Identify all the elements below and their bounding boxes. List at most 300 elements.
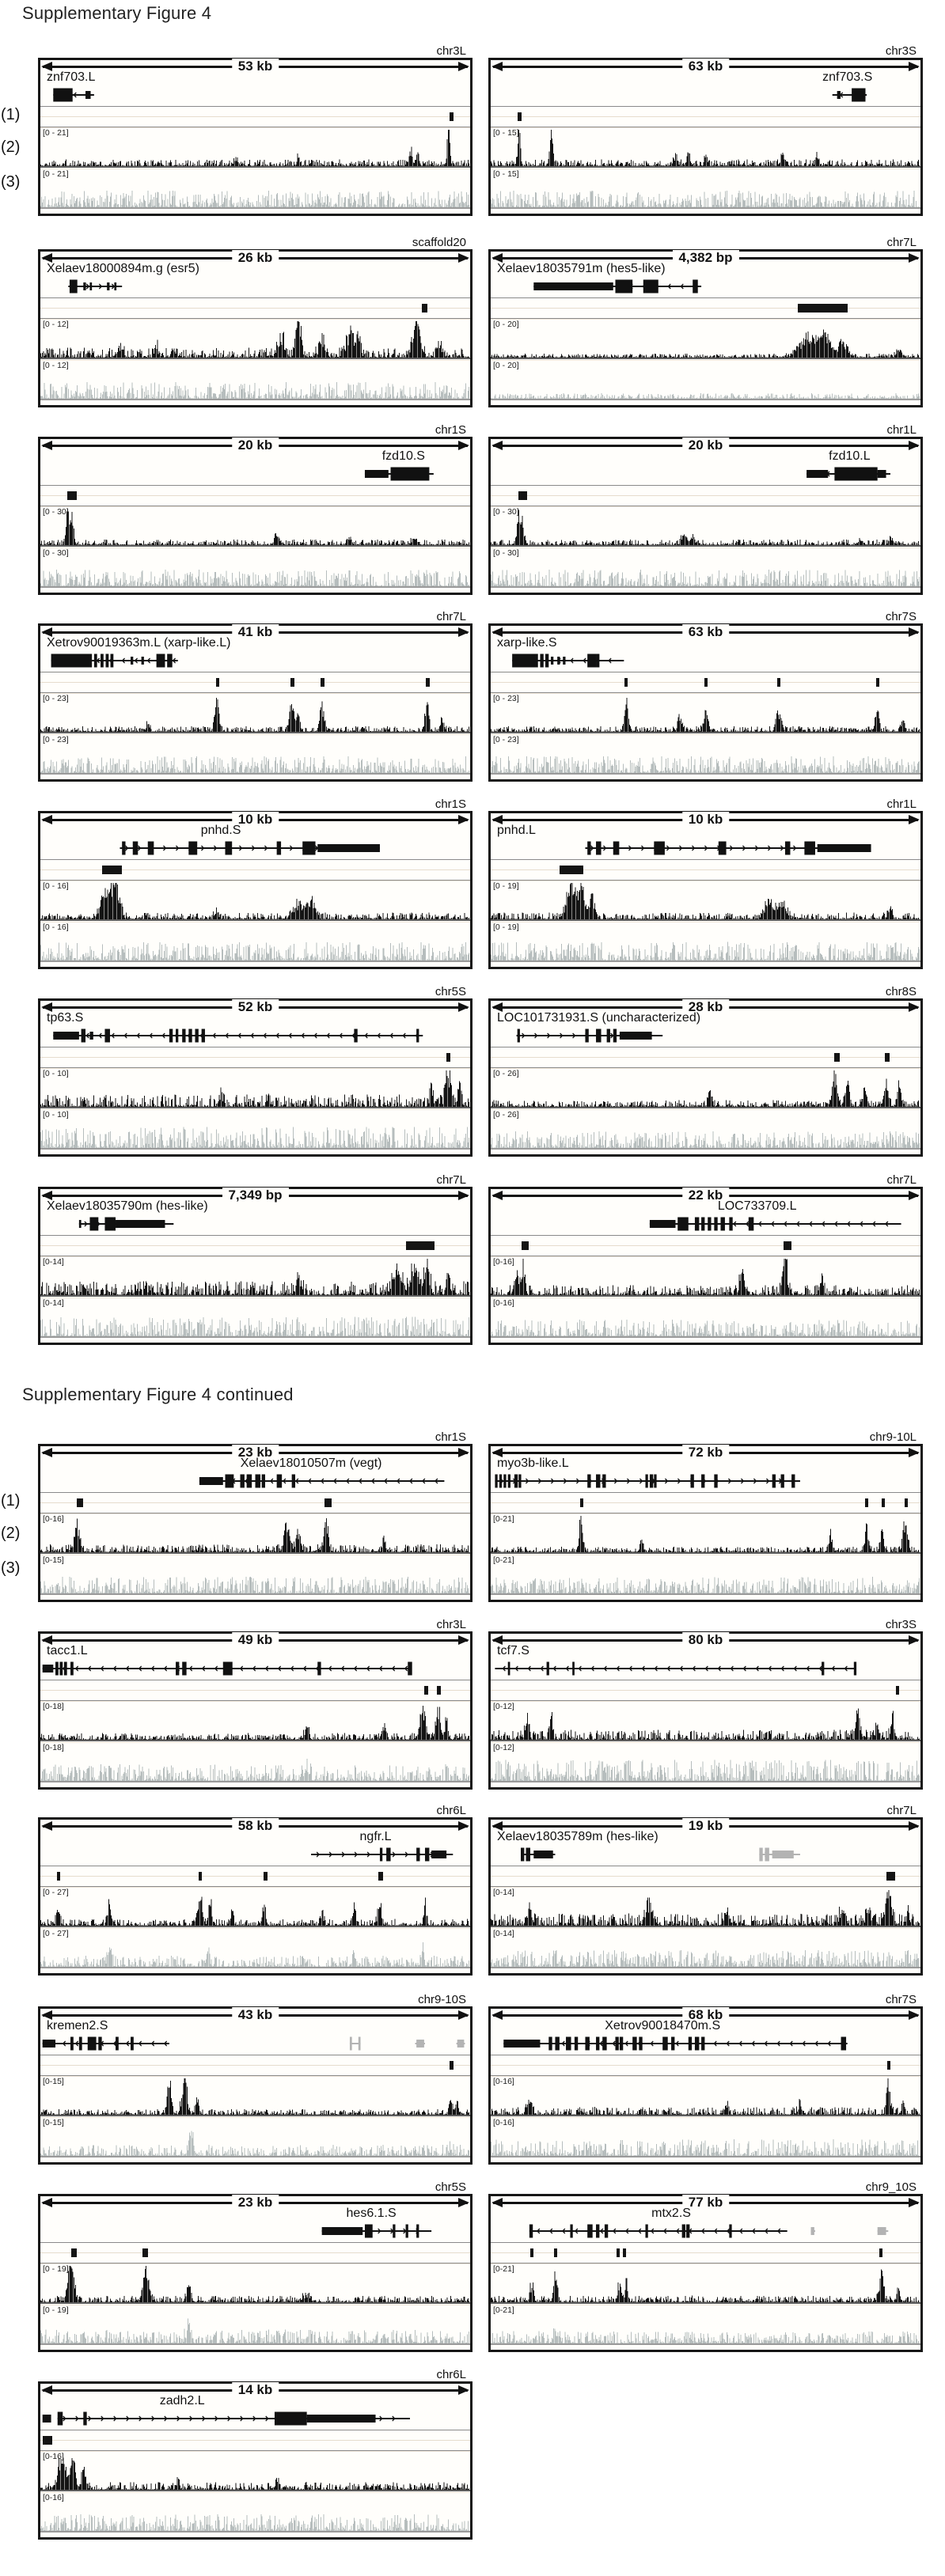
signal-histogram-dark xyxy=(40,695,470,732)
track-baseline xyxy=(40,1295,470,1297)
arrow-left-icon xyxy=(41,815,52,824)
signal-histogram-dark xyxy=(491,320,920,358)
genome-browser-panel xyxy=(488,44,923,216)
gene-name-label: pnhd.S xyxy=(200,824,241,837)
region-center-line xyxy=(491,308,920,309)
track-key-label-1: (1) xyxy=(1,1492,21,1510)
track-range-label: [0-16] xyxy=(43,2493,64,2502)
track-baseline xyxy=(40,2302,470,2304)
track-baseline xyxy=(40,1336,470,1338)
track-top-line xyxy=(491,693,920,694)
track-baseline xyxy=(491,1148,920,1150)
chip-signal-track xyxy=(40,2451,470,2491)
gene-name-label: tacc1.L xyxy=(47,1644,88,1657)
input-signal-track xyxy=(491,1555,920,1595)
track-baseline xyxy=(491,1967,920,1968)
input-signal-track xyxy=(40,734,470,775)
track-baseline xyxy=(40,2490,470,2491)
peak-region-track xyxy=(40,672,470,692)
input-signal-track xyxy=(491,1297,920,1338)
signal-histogram-light xyxy=(40,1556,470,1593)
genome-browser-panel xyxy=(38,2180,472,2352)
genome-browser-panel xyxy=(488,1993,923,2165)
scale-size-label: 4,382 bp xyxy=(672,250,738,266)
input-signal-track xyxy=(491,1928,920,1968)
peak-mark xyxy=(784,1241,791,1250)
track-range-label: [0 - 21] xyxy=(43,169,69,179)
track-top-line xyxy=(40,1928,470,1929)
track-top-line xyxy=(40,1068,470,1069)
gene-name-label: Xetrov90019363m.L (xarp-like.L) xyxy=(47,636,231,650)
peak-mark xyxy=(437,1686,441,1695)
chip-signal-track xyxy=(491,506,920,547)
track-range-label: [0 - 19] xyxy=(493,881,519,891)
chip-signal-track xyxy=(40,1701,470,1741)
peak-mark xyxy=(882,1498,885,1507)
track-range-label: [0 - 26] xyxy=(493,1110,519,1119)
signal-histogram-dark xyxy=(40,1258,470,1295)
track-baseline xyxy=(40,1107,470,1108)
arrow-right-icon xyxy=(909,1191,920,1200)
track-range-label: [0-18] xyxy=(43,1702,64,1711)
track-range-label: [0-16] xyxy=(493,2077,514,2086)
signal-histogram-dark xyxy=(491,1703,920,1740)
gene-name-label: Xetrov90018470m.S xyxy=(605,2019,721,2032)
region-center-line xyxy=(40,682,470,683)
signal-histogram-dark xyxy=(40,508,470,545)
track-top-line xyxy=(40,506,470,507)
track-baseline xyxy=(491,1926,920,1927)
track-baseline xyxy=(491,586,920,588)
signal-histogram-light xyxy=(40,362,470,399)
track-range-label: [0-14] xyxy=(493,1888,514,1897)
track-range-label: [0 - 23] xyxy=(43,694,69,703)
peak-region-track xyxy=(40,2055,470,2075)
signal-histogram-light xyxy=(491,2119,920,2156)
track-baseline xyxy=(491,732,920,733)
scale-size-label: 26 kb xyxy=(232,250,279,266)
genome-browser-panel xyxy=(38,1173,472,1345)
region-center-line xyxy=(40,1057,470,1058)
chromosome-label: chr7L xyxy=(886,1804,917,1817)
gene-model xyxy=(491,1658,920,1679)
genome-browser-panel xyxy=(38,1993,472,2165)
arrow-right-icon xyxy=(458,1191,469,1200)
region-center-line xyxy=(40,308,470,309)
gene-model xyxy=(40,1025,470,1046)
track-top-line xyxy=(40,319,470,320)
signal-histogram-dark xyxy=(40,882,470,919)
track-range-label: [0 - 19] xyxy=(493,922,519,932)
chip-signal-track xyxy=(491,1068,920,1108)
peak-region-track xyxy=(40,298,470,318)
track-baseline xyxy=(491,1336,920,1338)
peak-region-track xyxy=(491,1493,920,1513)
chip-signal-track xyxy=(40,1887,470,1927)
track-top-line xyxy=(491,1109,920,1110)
chromosome-label: chr1S xyxy=(435,1430,466,1444)
track-baseline xyxy=(491,1295,920,1297)
track-baseline xyxy=(40,1967,470,1968)
region-center-line xyxy=(491,1502,920,1503)
scale-size-label: 20 kb xyxy=(232,438,279,453)
chip-signal-track xyxy=(491,1701,920,1741)
gene-name-label: LOC101731931.S (uncharacterized) xyxy=(497,1011,701,1025)
peak-region-track xyxy=(40,860,470,880)
track-range-label: [0 - 27] xyxy=(43,1929,69,1938)
region-center-line xyxy=(491,495,920,496)
peak-mark xyxy=(199,1872,202,1881)
gene-model xyxy=(491,85,920,105)
track-range-label: [0 - 20] xyxy=(493,361,519,370)
arrow-right-icon xyxy=(458,2385,469,2395)
track-top-line xyxy=(491,1256,920,1257)
track-range-label: [0-16] xyxy=(43,2452,64,2461)
input-signal-track xyxy=(491,1109,920,1150)
track-baseline xyxy=(491,1740,920,1741)
peak-mark xyxy=(704,678,708,687)
scale-size-label: 19 kb xyxy=(682,1818,729,1834)
track-top-line xyxy=(40,2076,470,2077)
arrow-right-icon xyxy=(909,627,920,637)
input-signal-track xyxy=(491,169,920,209)
gene-model xyxy=(40,1658,470,1679)
peak-mark xyxy=(617,2248,620,2257)
track-range-label: [0 - 30] xyxy=(43,548,69,558)
gene-model xyxy=(40,2033,470,2054)
track-range-label: [0 - 30] xyxy=(43,507,69,517)
gene-name-label: ngfr.L xyxy=(359,1830,392,1843)
arrow-right-icon xyxy=(458,1002,469,1012)
track-key-label-2: (2) xyxy=(1,1525,21,1542)
track-range-label: [0-21] xyxy=(493,2264,514,2274)
signal-histogram-light xyxy=(40,2494,470,2531)
track-top-line xyxy=(491,1701,920,1702)
peak-mark xyxy=(216,678,220,687)
signal-histogram-light xyxy=(40,1299,470,1336)
signal-histogram-dark xyxy=(40,1888,470,1926)
arrow-right-icon xyxy=(458,815,469,824)
track-key-label-3: (3) xyxy=(1,173,21,191)
gene-name-label: kremen2.S xyxy=(47,2019,108,2032)
signal-histogram-light xyxy=(40,1930,470,1967)
peak-mark xyxy=(580,1498,583,1507)
input-signal-track xyxy=(40,1742,470,1782)
peak-mark xyxy=(518,112,522,121)
chip-signal-track xyxy=(491,1513,920,1554)
track-range-label: [0-21] xyxy=(493,1555,514,1565)
gene-model xyxy=(40,464,470,484)
gene-model xyxy=(491,2221,920,2241)
peak-mark xyxy=(424,1686,428,1695)
signal-histogram-light xyxy=(491,2306,920,2343)
peak-mark xyxy=(518,491,527,500)
signal-histogram-light xyxy=(491,549,920,586)
track-baseline xyxy=(40,919,470,921)
region-center-line xyxy=(491,1057,920,1058)
chip-signal-track xyxy=(40,506,470,547)
track-range-label: [0-15] xyxy=(43,2077,64,2086)
track-baseline xyxy=(40,1740,470,1741)
track-baseline xyxy=(491,1107,920,1108)
track-range-label: [0 - 19] xyxy=(43,2264,69,2274)
chromosome-label: chr7L xyxy=(886,1173,917,1187)
chip-signal-track xyxy=(491,881,920,921)
chromosome-label: chr3L xyxy=(436,44,466,58)
track-top-line xyxy=(40,2117,470,2118)
arrow-right-icon xyxy=(909,2198,920,2207)
peak-mark xyxy=(426,678,430,687)
track-top-line xyxy=(491,1297,920,1298)
signal-histogram-dark xyxy=(491,1888,920,1926)
track-top-line xyxy=(491,127,920,128)
genome-browser-panel xyxy=(488,610,923,782)
track-baseline xyxy=(40,2156,470,2157)
input-signal-track xyxy=(40,169,470,209)
track-baseline xyxy=(40,1593,470,1595)
track-range-label: [0 - 12] xyxy=(43,361,69,370)
gene-model xyxy=(491,838,920,858)
signal-histogram-light xyxy=(491,362,920,399)
gene-name-label: znf703.S xyxy=(822,70,873,84)
arrow-left-icon xyxy=(41,441,52,450)
chromosome-label: chr7L xyxy=(436,610,466,623)
input-signal-track xyxy=(40,2305,470,2345)
signal-histogram-dark xyxy=(40,129,470,166)
track-baseline xyxy=(40,960,470,962)
region-center-line xyxy=(491,869,920,870)
peak-region-track xyxy=(491,1680,920,1700)
track-baseline xyxy=(491,960,920,962)
genome-browser-panel xyxy=(38,1430,472,1602)
track-baseline xyxy=(491,545,920,547)
track-range-label: [0 - 12] xyxy=(43,320,69,329)
track-range-label: [0-15] xyxy=(43,2118,64,2127)
peak-mark xyxy=(896,1686,899,1695)
gene-model xyxy=(491,464,920,484)
scale-bar xyxy=(41,812,469,827)
arrow-right-icon xyxy=(909,1635,920,1645)
peak-mark xyxy=(530,2248,533,2257)
track-range-label: [0-16] xyxy=(493,2118,514,2127)
track-range-label: [0 - 23] xyxy=(493,694,519,703)
track-top-line xyxy=(491,2263,920,2264)
figure-title: Supplementary Figure 4 xyxy=(22,3,212,23)
chromosome-label: scaffold20 xyxy=(412,236,466,249)
peak-mark xyxy=(624,678,628,687)
track-range-label: [0-21] xyxy=(493,1514,514,1524)
track-top-line xyxy=(40,2492,470,2493)
peak-region-track xyxy=(491,1047,920,1067)
gene-name-label: znf703.L xyxy=(47,70,96,84)
arrow-left-icon xyxy=(491,2198,503,2207)
track-top-line xyxy=(491,734,920,735)
gene-name-label: Xelaev18035789m (hes-like) xyxy=(497,1830,658,1843)
genome-browser-panel xyxy=(38,610,472,782)
chip-signal-track xyxy=(40,127,470,168)
track-range-label: [0-16] xyxy=(43,1514,64,1524)
track-baseline xyxy=(40,545,470,547)
peak-region-track xyxy=(40,1680,470,1700)
peak-mark xyxy=(446,1053,450,1062)
input-signal-track xyxy=(491,922,920,962)
signal-histogram-dark xyxy=(40,1515,470,1552)
peak-mark xyxy=(560,866,583,874)
chip-signal-track xyxy=(40,2263,470,2304)
input-signal-track xyxy=(40,1928,470,1968)
gene-name-label: fzd10.S xyxy=(381,449,425,463)
arrow-right-icon xyxy=(458,441,469,450)
gene-model xyxy=(491,1025,920,1046)
signal-histogram-light xyxy=(491,170,920,207)
peak-mark xyxy=(798,304,847,313)
genome-browser-panel xyxy=(38,236,472,407)
scale-bar xyxy=(41,2382,469,2397)
track-baseline xyxy=(491,773,920,775)
input-signal-track xyxy=(491,547,920,588)
track-top-line xyxy=(491,319,920,320)
track-range-label: [0 - 26] xyxy=(493,1069,519,1078)
peak-mark xyxy=(777,678,780,687)
track-top-line xyxy=(491,1068,920,1069)
peak-region-track xyxy=(491,1866,920,1886)
track-baseline xyxy=(491,1593,920,1595)
track-top-line xyxy=(40,127,470,128)
arrow-left-icon xyxy=(41,2198,52,2207)
region-center-line xyxy=(491,1690,920,1691)
arrow-right-icon xyxy=(458,1448,469,1457)
track-top-line xyxy=(40,547,470,548)
input-signal-track xyxy=(40,2117,470,2157)
chromosome-label: chr9_10S xyxy=(865,2180,917,2194)
gene-name-label: hes6.1.S xyxy=(346,2207,397,2220)
peak-mark xyxy=(887,2061,890,2070)
peak-mark xyxy=(67,491,77,500)
chromosome-label: chr5S xyxy=(435,985,466,998)
track-range-label: [0-14] xyxy=(43,1298,64,1308)
track-baseline xyxy=(491,399,920,400)
gene-model xyxy=(491,1214,920,1234)
peak-region-track xyxy=(40,1493,470,1513)
track-top-line xyxy=(40,2451,470,2452)
peak-mark xyxy=(865,1498,868,1507)
peak-region-track xyxy=(491,107,920,127)
track-top-line xyxy=(40,1256,470,1257)
track-range-label: [0-12] xyxy=(493,1702,514,1711)
region-center-line xyxy=(40,116,470,117)
chip-signal-track xyxy=(491,319,920,359)
arrow-left-icon xyxy=(491,1191,503,1200)
track-baseline xyxy=(491,166,920,168)
signal-histogram-light xyxy=(491,1556,920,1593)
signal-histogram-dark xyxy=(491,882,920,919)
track-range-label: [0 - 10] xyxy=(43,1069,69,1078)
peak-mark xyxy=(885,1053,890,1062)
gene-model xyxy=(40,1214,470,1234)
peak-region-track xyxy=(491,486,920,506)
peak-mark xyxy=(522,1241,529,1250)
track-top-line xyxy=(40,1513,470,1514)
genome-browser-panel xyxy=(488,985,923,1157)
input-signal-track xyxy=(491,2117,920,2157)
peak-region-track xyxy=(40,1866,470,1886)
arrow-right-icon xyxy=(909,1002,920,1012)
track-top-line xyxy=(491,1887,920,1888)
chip-signal-track xyxy=(491,2263,920,2304)
peak-mark xyxy=(264,1872,267,1881)
peak-mark xyxy=(623,2248,626,2257)
track-baseline xyxy=(40,2343,470,2345)
track-range-label: [0 - 15] xyxy=(493,169,519,179)
signal-histogram-dark xyxy=(40,1070,470,1107)
scale-bar xyxy=(491,1632,920,1647)
track-top-line xyxy=(491,360,920,361)
track-top-line xyxy=(491,1513,920,1514)
scale-size-label: 58 kb xyxy=(232,1818,279,1834)
arrow-right-icon xyxy=(458,1635,469,1645)
arrow-right-icon xyxy=(458,2198,469,2207)
signal-histogram-dark xyxy=(491,129,920,166)
peak-mark xyxy=(834,1053,840,1062)
track-range-label: [0 - 23] xyxy=(493,735,519,744)
track-top-line xyxy=(40,1297,470,1298)
track-range-label: [0-16] xyxy=(493,1257,514,1267)
arrow-right-icon xyxy=(458,1821,469,1831)
gene-name-label: xarp-like.S xyxy=(497,636,557,650)
chromosome-label: chr6L xyxy=(436,1804,466,1817)
scale-size-label: 10 kb xyxy=(232,812,279,828)
scale-size-label: 52 kb xyxy=(232,999,279,1015)
arrow-right-icon xyxy=(909,815,920,824)
gene-model xyxy=(40,2408,470,2429)
peak-region-track xyxy=(40,486,470,506)
signal-histogram-dark xyxy=(491,2078,920,2115)
chip-signal-track xyxy=(40,693,470,733)
arrow-right-icon xyxy=(458,62,469,71)
peak-region-track xyxy=(491,2055,920,2075)
track-range-label: [0 - 30] xyxy=(493,548,519,558)
track-baseline xyxy=(491,2302,920,2304)
genome-browser-panel xyxy=(38,423,472,595)
gene-name-label: Xelaev18010507m (vegt) xyxy=(240,1457,382,1470)
track-range-label: [0-21] xyxy=(493,2305,514,2315)
signal-histogram-dark xyxy=(40,320,470,358)
arrow-left-icon xyxy=(491,441,503,450)
arrow-left-icon xyxy=(41,1821,52,1831)
scale-size-label: 43 kb xyxy=(232,2007,279,2023)
scale-size-label: 63 kb xyxy=(682,624,729,640)
scale-size-label: 22 kb xyxy=(682,1188,729,1203)
track-baseline xyxy=(491,2156,920,2157)
chromosome-label: chr6L xyxy=(436,2368,466,2381)
track-baseline xyxy=(40,166,470,168)
track-baseline xyxy=(40,1148,470,1150)
track-baseline xyxy=(40,586,470,588)
chromosome-label: chr9-10S xyxy=(418,1993,466,2006)
peak-region-track xyxy=(491,860,920,880)
signal-histogram-light xyxy=(40,170,470,207)
signal-histogram-dark xyxy=(40,1703,470,1740)
gene-model xyxy=(40,1844,470,1865)
track-baseline xyxy=(491,207,920,209)
track-top-line xyxy=(40,734,470,735)
peak-mark xyxy=(450,2061,454,2070)
track-baseline xyxy=(40,358,470,359)
region-center-line xyxy=(491,2065,920,2066)
region-center-line xyxy=(40,2440,470,2441)
track-range-label: [0 - 10] xyxy=(43,1110,69,1119)
peak-region-track xyxy=(40,1047,470,1067)
